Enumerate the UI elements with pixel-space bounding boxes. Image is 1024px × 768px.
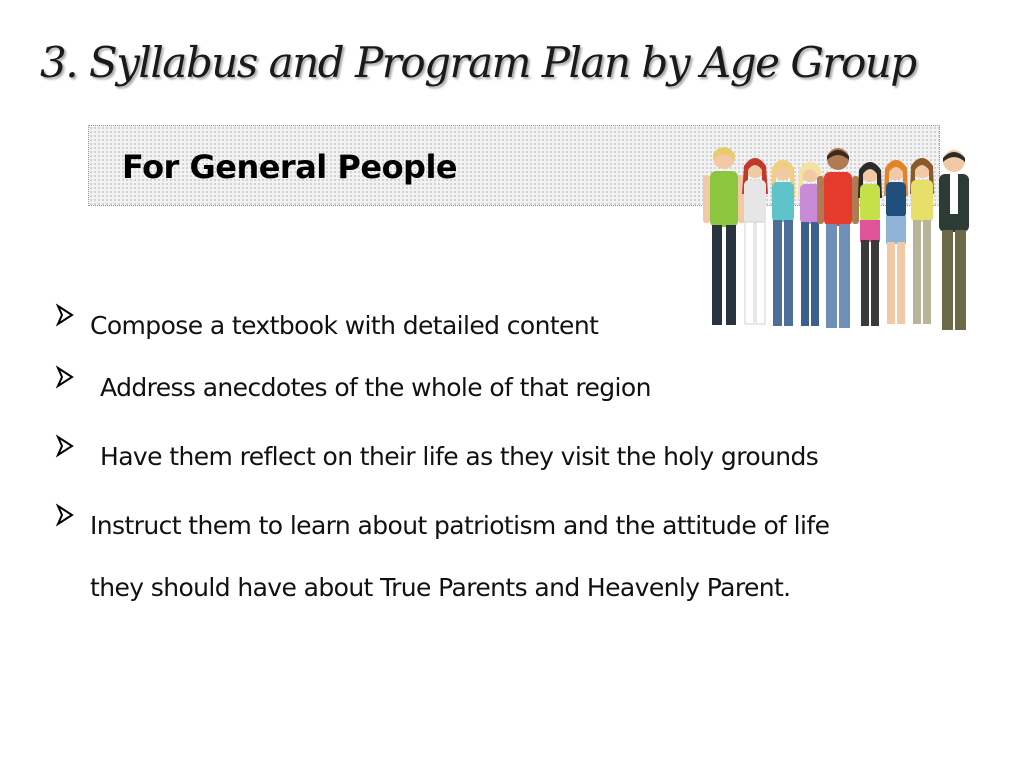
person-figure <box>884 160 908 324</box>
list-item <box>52 295 598 357</box>
list-item <box>52 426 818 488</box>
group-of-people-icon <box>694 140 990 340</box>
slide-title: 3. Syllabus and Program Plan by Age Group <box>40 38 916 87</box>
person-figure <box>703 147 745 325</box>
person-figure <box>858 162 882 326</box>
person-figure <box>742 158 768 324</box>
arrow-bullet-icon <box>52 502 90 528</box>
bullet-text-line: they should have about True Parents and Heavenly Parent. <box>90 573 791 602</box>
person-figure <box>910 158 934 324</box>
bullet-text: Address anecdotes of the whole of that region <box>100 373 651 402</box>
bullet-text <box>90 495 829 619</box>
bullet-text: Compose a textbook with detailed content <box>90 311 599 340</box>
person-figure <box>817 148 859 328</box>
bullet-text: Have them reflect on their life as they visit the holy grounds <box>100 442 819 471</box>
list-item <box>52 357 651 419</box>
arrow-bullet-icon <box>52 364 90 390</box>
person-figure <box>771 160 795 326</box>
arrow-bullet-icon <box>52 302 90 328</box>
arrow-bullet-icon <box>52 433 90 459</box>
person-figure <box>939 150 969 330</box>
subtitle-text: For General People <box>122 148 458 186</box>
list-item <box>52 495 829 619</box>
bullet-text-line: Instruct them to learn about patriotism and the attitude of life <box>90 511 830 540</box>
